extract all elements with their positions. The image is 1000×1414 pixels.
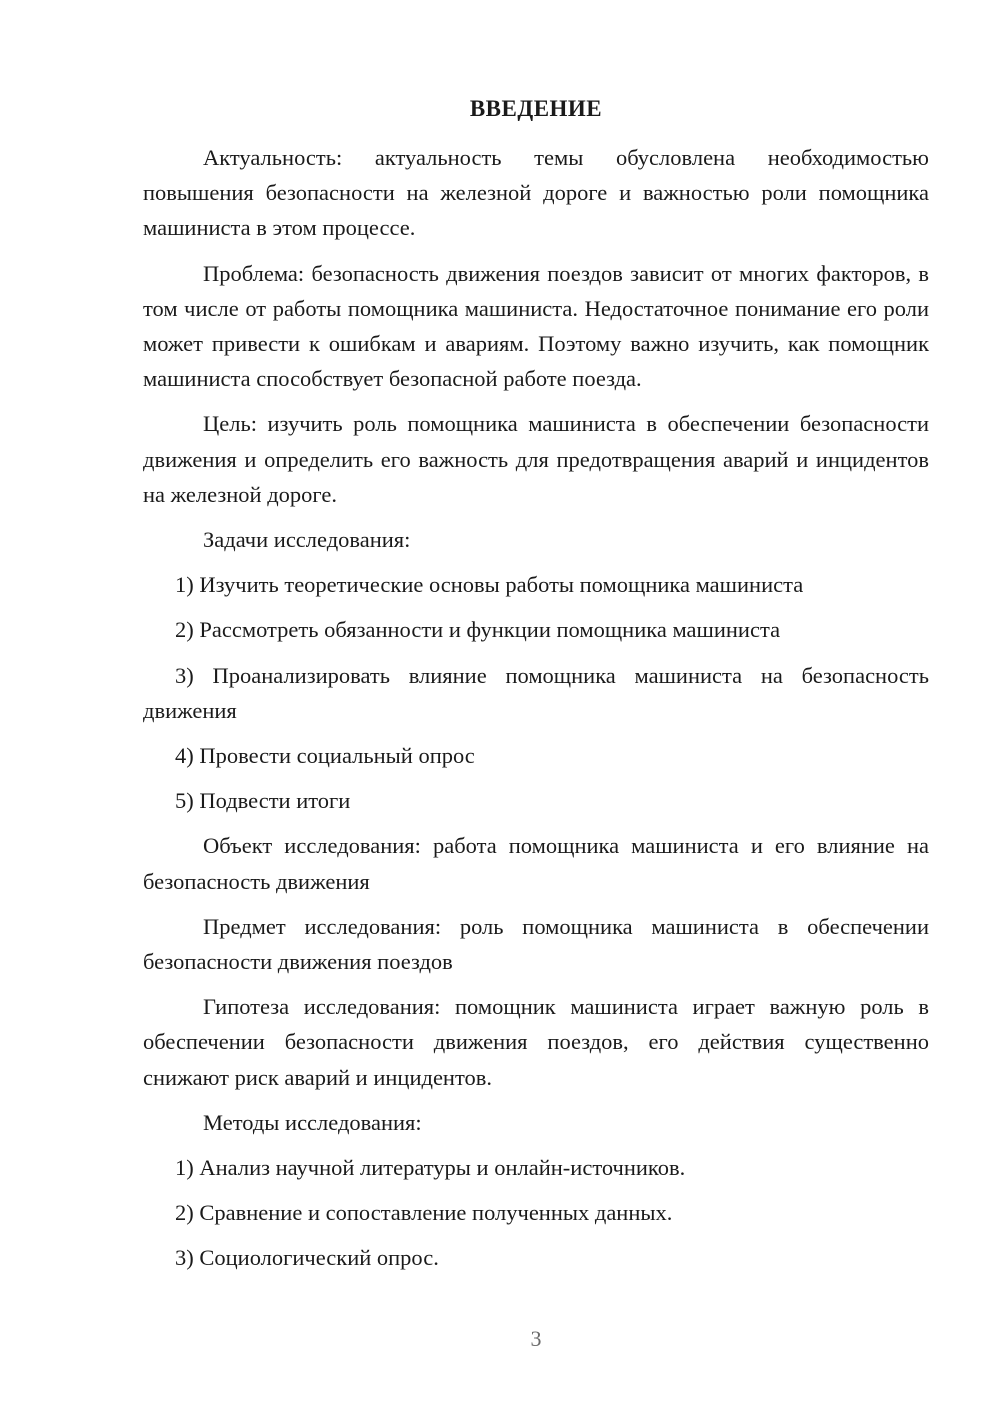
paragraph-hypothesis: Гипотеза исследования: помощник машиниста играет важную роль в обеспечении безопасности движения поездов, его действия существенно снижают риск аварий и инцидентов.	[143, 994, 929, 1090]
method-item: 3) Социологический опрос.	[175, 1245, 439, 1271]
task-item: 2) Рассмотреть обязанности и функции помощника машиниста	[175, 617, 781, 643]
task-item: 4) Провести социальный опрос	[175, 743, 475, 769]
task-item: 3) Проанализировать влияние помощника машиниста на безопасность движения	[143, 662, 929, 723]
paragraph-problem: Проблема: безопасность движения поездов зависит от многих факторов, в том числе от работы помощника машиниста. Недостаточное понимание его роли может привести к ошибкам и авариям. Поэтому важно изучить, как помощник машиниста способствует безопасной работе поезда.	[143, 260, 929, 392]
method-item: 2) Сравнение и сопоставление полученных данных.	[175, 1200, 673, 1226]
paragraph-object: Объект исследования: работа помощника машиниста и его влияние на безопасность движения	[143, 833, 929, 894]
page-number: 3	[530, 1326, 542, 1351]
body-text	[143, 140, 929, 1286]
tasks-title: Задачи исследования:	[203, 527, 411, 553]
paragraph-subject: Предмет исследования: роль помощника машиниста в обеспечении безопасности движения поездов	[143, 913, 929, 975]
section-heading: ВВЕДЕНИЕ	[469, 96, 603, 121]
paragraph-relevance: Актуальность: актуальность темы обусловлена необходимостью повышения безопасности на железной дороге и важностью роли помощника машиниста в этом процессе.	[143, 145, 929, 241]
task-item: 5) Подвести итоги	[175, 788, 351, 814]
method-item: 1) Анализ научной литературы и онлайн-источников.	[175, 1155, 686, 1181]
methods-title: Методы исследования:	[203, 1109, 422, 1135]
task-item: 1) Изучить теоретические основы работы помощника машиниста	[175, 572, 804, 598]
paragraph-goal: Цель: изучить роль помощника машиниста в обеспечении безопасности движения и определить его важность для предотвращения аварий и инцидентов на железной дороге.	[143, 411, 929, 507]
